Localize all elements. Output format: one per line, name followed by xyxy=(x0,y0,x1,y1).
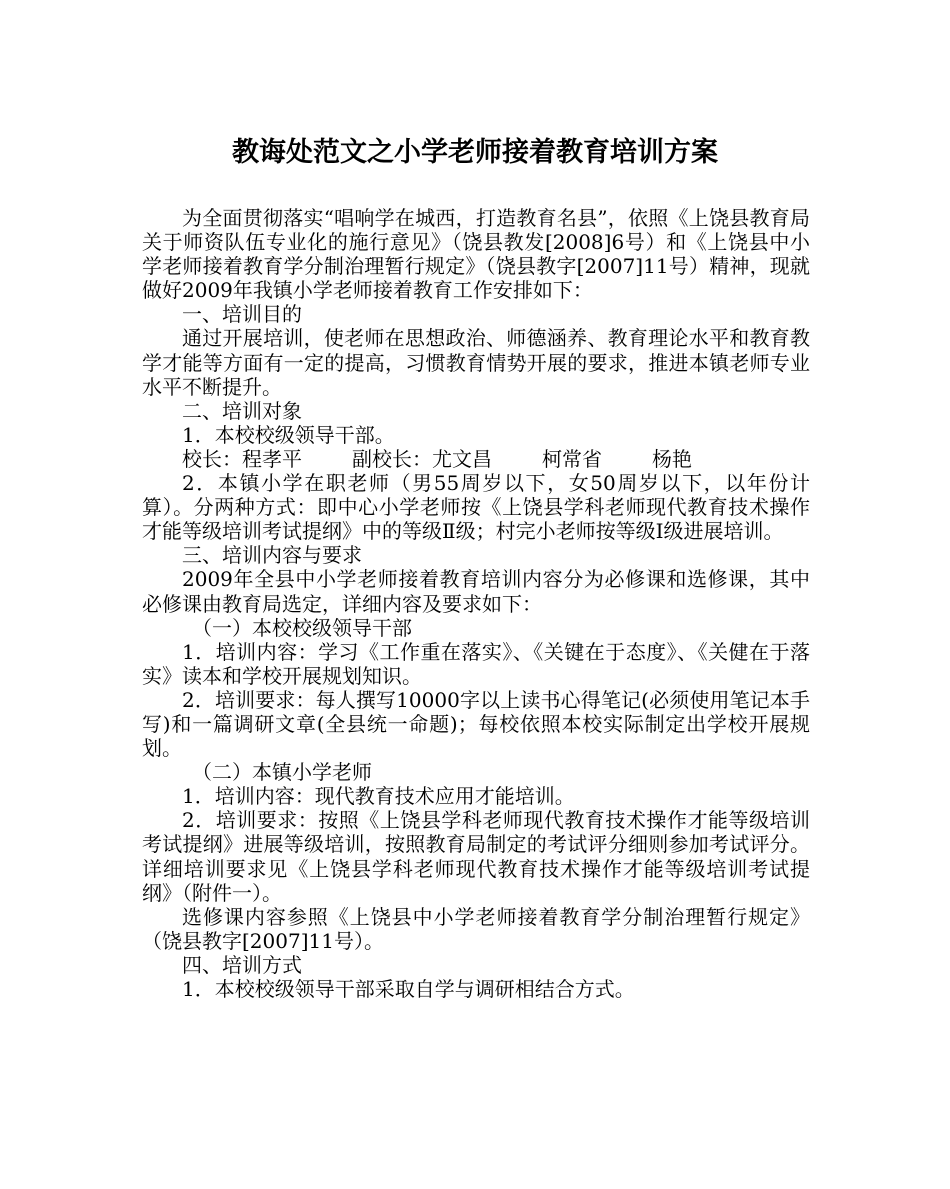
target-item-2: 2．本镇小学在职老师（男55周岁以下，女50周岁以下，以年份计算）。分两种方式：即中心小学老师按《上饶县学科老师现代教育技术操作才能等级培训考试提纲》中的等级Ⅱ级；村完小老师按等级Ⅰ级进展培训。 xyxy=(142,471,810,544)
leader-names-line xyxy=(142,447,810,471)
principal-name: 校长：程孝平 xyxy=(182,446,302,471)
vice-principal-name: 副校长：尤文昌 xyxy=(352,446,492,471)
subsection-heading-teachers: （二）本镇小学老师 xyxy=(192,760,372,785)
leaders-content-item: 1．培训内容：学习《工作重在落实》、《关键在于态度》、《关健在于落实》读本和学校开展规划知识。 xyxy=(142,639,810,688)
section-heading-method: 四、培训方式 xyxy=(182,952,302,977)
document-title: 教诲处范文之小学老师接着教育培训方案 xyxy=(232,137,718,168)
member-name-2: 杨艳 xyxy=(652,446,692,471)
section-heading-content: 三、培训内容与要求 xyxy=(182,543,362,568)
teachers-content-item: 1．培训内容：现代教育技术应用才能培训。 xyxy=(182,784,575,809)
content-intro-paragraph: 2009年全县中小学老师接着教育培训内容分为必修课和选修课，其中必修课由教育局选定，详细内容及要求如下： xyxy=(142,567,810,616)
section-heading-goal: 一、培训目的 xyxy=(182,302,302,327)
elective-paragraph: 选修课内容参照《上饶县中小学老师接着教育学分制治理暂行规定》（饶县教字[2007]11号）。 xyxy=(142,904,810,953)
target-item-1: 1．本校校级领导干部。 xyxy=(182,422,395,447)
member-name-1: 柯常省 xyxy=(542,446,602,471)
section-heading-target: 二、培训对象 xyxy=(182,398,302,423)
subsection-heading-leaders: （一）本校校级领导干部 xyxy=(192,615,412,640)
intro-paragraph: 为全面贯彻落实“唱响学在城西，打造教育名县”，依照《上饶县教育局关于师资队伍专业化的施行意见》（饶县教发[2008]6号）和《上饶县中小学老师接着教育学分制治理暂行规定》（饶县教字[2007]11号）精神，现就做好2009年我镇小学老师接着教育工作安排如下： xyxy=(142,206,810,303)
document-body xyxy=(142,206,810,1001)
teachers-requirement-item: 2．培训要求：按照《上饶县学科老师现代教育技术操作才能等级培训考试提纲》进展等级培训，按照教育局制定的考试评分细则参加考试评分。详细培训要求见《上饶县学科老师现代教育技术操作才能等级培训考试提纲》（附件一）。 xyxy=(142,808,810,905)
method-item-1: 1．本校校级领导干部采取自学与调研相结合方式。 xyxy=(182,977,635,1001)
goal-paragraph: 通过开展培训，使老师在思想政治、师德涵养、教育理论水平和教育教学才能等方面有一定的提高，习惯教育情势开展的要求，推进本镇老师专业水平不断提升。 xyxy=(142,326,810,399)
leaders-requirement-item: 2．培训要求：每人撰写10000字以上读书心得笔记(必须使用笔记本手写)和一篇调研文章(全县统一命题)；每校依照本校实际制定出学校开展规划。 xyxy=(142,687,810,761)
